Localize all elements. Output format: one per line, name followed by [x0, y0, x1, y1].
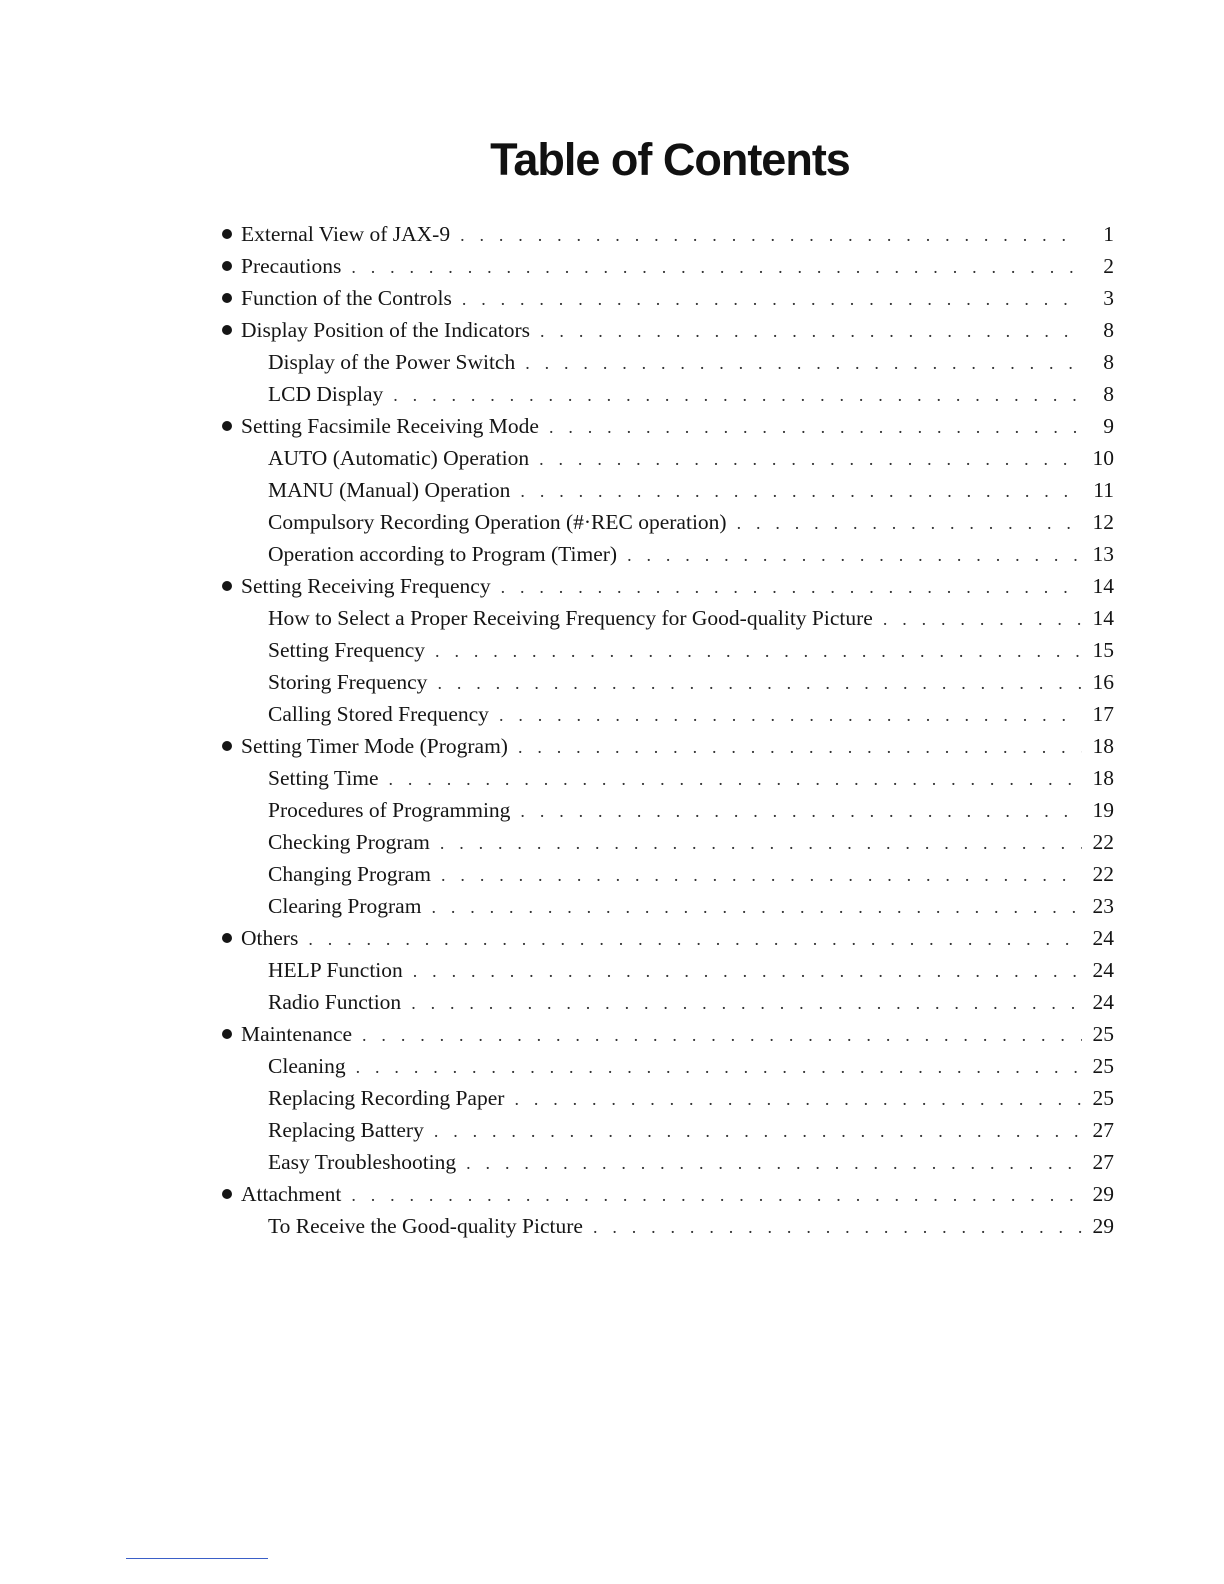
- toc-section-entry[interactable]: [222, 410, 1114, 442]
- toc-subsection-entry[interactable]: [222, 794, 1114, 826]
- dot-leader: [462, 283, 1082, 315]
- toc-subsection-entry[interactable]: [222, 698, 1114, 730]
- bullet-icon: [222, 1189, 232, 1199]
- toc-page-number: 29: [1092, 1182, 1114, 1206]
- toc-page-number: 11: [1093, 478, 1114, 502]
- dot-leader: [437, 667, 1082, 699]
- dot-leader: [737, 507, 1082, 539]
- toc-entry-title: Changing Program: [268, 862, 432, 886]
- toc-page-number: 22: [1092, 830, 1114, 854]
- toc-subsection-entry[interactable]: [222, 986, 1114, 1018]
- toc-entry-title: To Receive the Good-quality Picture: [268, 1214, 583, 1238]
- dot-leader: [351, 251, 1082, 283]
- toc-page-number: 22: [1092, 862, 1114, 886]
- toc-page-number: 13: [1092, 542, 1114, 566]
- toc-page-number: 25: [1092, 1086, 1114, 1110]
- toc-entry-title: How to Select a Proper Receiving Frequency for Good-quality Picture: [268, 606, 873, 630]
- toc-entry-title: Procedures of Programming: [268, 798, 511, 822]
- toc-entry-title: Clearing Program: [268, 894, 422, 918]
- toc-entry-title: External View of JAX-9: [241, 222, 451, 246]
- toc-subsection-entry[interactable]: [222, 602, 1114, 634]
- bullet-icon: [222, 741, 232, 751]
- toc-page-number: 16: [1092, 670, 1114, 694]
- toc-page-number: 19: [1092, 798, 1114, 822]
- toc-page-number: 17: [1092, 702, 1114, 726]
- dot-leader: [435, 635, 1082, 667]
- toc-entry-title: HELP Function: [268, 958, 403, 982]
- bullet-icon: [222, 261, 232, 271]
- toc-subsection-entry[interactable]: [222, 666, 1114, 698]
- dot-leader: [351, 1179, 1082, 1211]
- table-of-contents: [222, 218, 1114, 1242]
- toc-entry-title: Function of the Controls: [241, 286, 452, 310]
- toc-entry-title: Cleaning: [268, 1054, 346, 1078]
- toc-section-entry[interactable]: [222, 1178, 1114, 1210]
- bullet-icon: [222, 1029, 232, 1039]
- dot-leader: [411, 987, 1082, 1019]
- toc-entry-title: Display of the Power Switch: [268, 350, 516, 374]
- toc-subsection-entry[interactable]: [222, 1210, 1114, 1242]
- toc-page-number: 25: [1092, 1054, 1114, 1078]
- toc-entry-title: Calling Stored Frequency: [268, 702, 489, 726]
- toc-entry-title: Attachment: [241, 1182, 342, 1206]
- toc-entry-title: Display Position of the Indicators: [241, 318, 531, 342]
- dot-leader: [466, 1147, 1082, 1179]
- dot-leader: [413, 955, 1082, 987]
- dot-leader: [441, 859, 1082, 891]
- toc-page-number: 8: [1103, 318, 1114, 342]
- toc-entry-title: Checking Program: [268, 830, 430, 854]
- toc-subsection-entry[interactable]: [222, 474, 1114, 506]
- toc-subsection-entry[interactable]: [222, 378, 1114, 410]
- toc-page-number: 10: [1092, 446, 1114, 470]
- toc-entry-title: Others: [241, 926, 299, 950]
- toc-page-number: 27: [1092, 1118, 1114, 1142]
- dot-leader: [549, 411, 1082, 443]
- toc-section-entry[interactable]: [222, 282, 1114, 314]
- footer-rule: [126, 1558, 268, 1559]
- toc-entry-title: Setting Timer Mode (Program): [241, 734, 508, 758]
- toc-entry-title: Setting Facsimile Receiving Mode: [241, 414, 539, 438]
- toc-section-entry[interactable]: [222, 1018, 1114, 1050]
- dot-leader: [540, 315, 1082, 347]
- bullet-icon: [222, 293, 232, 303]
- toc-entry-title: Replacing Battery: [268, 1118, 424, 1142]
- toc-subsection-entry[interactable]: [222, 442, 1114, 474]
- dot-leader: [518, 731, 1082, 763]
- dot-leader: [499, 699, 1082, 731]
- toc-subsection-entry[interactable]: [222, 762, 1114, 794]
- dot-leader: [308, 923, 1082, 955]
- toc-page-number: 14: [1092, 606, 1114, 630]
- toc-page-number: 23: [1092, 894, 1114, 918]
- toc-section-entry[interactable]: [222, 250, 1114, 282]
- toc-page-number: 2: [1103, 254, 1114, 278]
- dot-leader: [627, 539, 1082, 571]
- dot-leader: [356, 1051, 1082, 1083]
- dot-leader: [593, 1211, 1082, 1243]
- toc-page-number: 14: [1092, 574, 1114, 598]
- dot-leader: [525, 347, 1082, 379]
- toc-entry-title: Precautions: [241, 254, 342, 278]
- toc-subsection-entry[interactable]: [222, 634, 1114, 666]
- bullet-icon: [222, 421, 232, 431]
- bullet-icon: [222, 581, 232, 591]
- toc-page-number: 24: [1092, 926, 1114, 950]
- toc-subsection-entry[interactable]: [222, 1114, 1114, 1146]
- toc-page-number: 18: [1092, 766, 1114, 790]
- toc-entry-title: Maintenance: [241, 1022, 353, 1046]
- toc-subsection-entry[interactable]: [222, 858, 1114, 890]
- toc-page-number: 25: [1092, 1022, 1114, 1046]
- dot-leader: [520, 475, 1082, 507]
- toc-subsection-entry[interactable]: [222, 1146, 1114, 1178]
- toc-page-number: 3: [1103, 286, 1114, 310]
- toc-entry-title: Setting Receiving Frequency: [241, 574, 491, 598]
- toc-page-number: 24: [1092, 990, 1114, 1014]
- toc-page-number: 29: [1092, 1214, 1114, 1238]
- toc-section-entry[interactable]: [222, 730, 1114, 762]
- bullet-icon: [222, 325, 232, 335]
- toc-subsection-entry[interactable]: [222, 538, 1114, 570]
- bullet-icon: [222, 933, 232, 943]
- toc-page-number: 9: [1103, 414, 1114, 438]
- toc-subsection-entry[interactable]: [222, 346, 1114, 378]
- toc-subsection-entry[interactable]: [222, 506, 1114, 538]
- bullet-icon: [222, 229, 232, 239]
- toc-entry-title: LCD Display: [268, 382, 384, 406]
- dot-leader: [440, 827, 1082, 859]
- toc-entry-title: AUTO (Automatic) Operation: [268, 446, 530, 470]
- dot-leader: [514, 1083, 1082, 1115]
- toc-entry-title: Radio Function: [268, 990, 402, 1014]
- toc-subsection-entry[interactable]: [222, 890, 1114, 922]
- toc-section-entry[interactable]: [222, 570, 1114, 602]
- toc-entry-title: Operation according to Program (Timer): [268, 542, 618, 566]
- toc-entry-title: Setting Time: [268, 766, 379, 790]
- toc-entry-title: Storing Frequency: [268, 670, 428, 694]
- toc-subsection-entry[interactable]: [222, 826, 1114, 858]
- dot-leader: [434, 1115, 1082, 1147]
- dot-leader: [431, 891, 1082, 923]
- toc-page-number: 27: [1092, 1150, 1114, 1174]
- toc-page-number: 8: [1103, 350, 1114, 374]
- toc-entry-title: Replacing Recording Paper: [268, 1086, 505, 1110]
- toc-page-number: 15: [1092, 638, 1114, 662]
- toc-section-entry[interactable]: [222, 314, 1114, 346]
- toc-page-number: 24: [1092, 958, 1114, 982]
- page-title: Table of Contents: [490, 134, 850, 185]
- toc-page-number: 1: [1103, 222, 1114, 246]
- toc-page-number: 18: [1092, 734, 1114, 758]
- dot-leader: [883, 603, 1082, 635]
- toc-subsection-entry[interactable]: [222, 1082, 1114, 1114]
- dot-leader: [460, 219, 1082, 251]
- dot-leader: [393, 379, 1082, 411]
- toc-section-entry[interactable]: [222, 922, 1114, 954]
- toc-page-number: 12: [1092, 510, 1114, 534]
- toc-entry-title: Easy Troubleshooting: [268, 1150, 457, 1174]
- dot-leader: [539, 443, 1082, 475]
- dot-leader: [362, 1019, 1082, 1051]
- toc-subsection-entry[interactable]: [222, 954, 1114, 986]
- toc-page-number: 8: [1103, 382, 1114, 406]
- toc-subsection-entry[interactable]: [222, 1050, 1114, 1082]
- dot-leader: [501, 571, 1082, 603]
- toc-section-entry[interactable]: [222, 218, 1114, 250]
- toc-entry-title: Compulsory Recording Operation (#·REC operation): [268, 510, 727, 534]
- dot-leader: [520, 795, 1082, 827]
- dot-leader: [389, 763, 1082, 795]
- toc-entry-title: Setting Frequency: [268, 638, 426, 662]
- toc-entry-title: MANU (Manual) Operation: [268, 478, 511, 502]
